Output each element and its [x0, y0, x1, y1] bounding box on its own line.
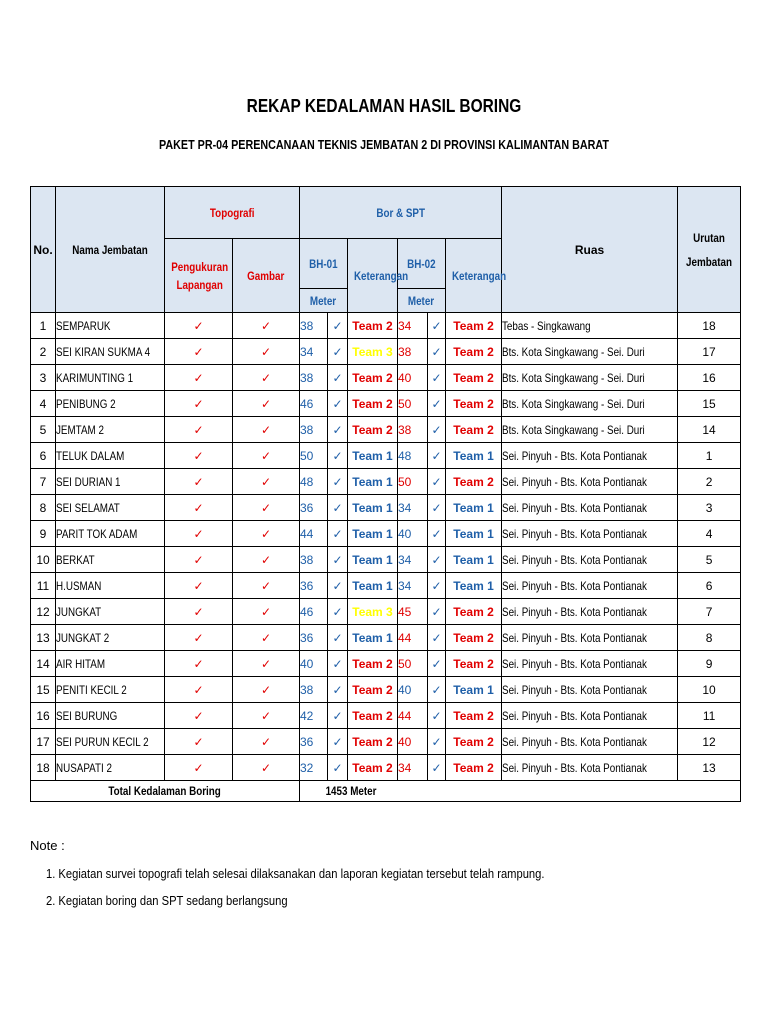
table-row — [31, 339, 741, 365]
cell-keterangan-1: Team 1 — [348, 573, 398, 599]
header-keterangan-1: Keterangan — [348, 239, 398, 313]
check-icon: ✓ — [428, 677, 446, 703]
cell-keterangan-2: Team 1 — [446, 443, 502, 469]
check-icon: ✓ — [328, 417, 348, 443]
cell-nama: H.USMAN — [56, 573, 165, 599]
cell-bh02-meter: 34 — [398, 313, 428, 339]
total-label: Total Kedalaman Boring — [31, 781, 300, 802]
check-icon: ✓ — [328, 521, 348, 547]
cell-nama: PENITI KECIL 2 — [56, 677, 165, 703]
cell-bh02-meter: 38 — [398, 339, 428, 365]
check-icon: ✓ — [233, 703, 300, 729]
table-row — [31, 313, 741, 339]
cell-urutan: 1 — [678, 443, 741, 469]
cell-no: 4 — [31, 391, 56, 417]
cell-bh02-meter: 34 — [398, 547, 428, 573]
cell-nama: SEI DURIAN 1 — [56, 469, 165, 495]
table-row — [31, 469, 741, 495]
header-keterangan-2: Keterangan — [446, 239, 502, 313]
cell-no: 15 — [31, 677, 56, 703]
cell-bh02-meter: 50 — [398, 651, 428, 677]
cell-bh01-meter: 32 — [300, 755, 328, 781]
cell-urutan: 10 — [678, 677, 741, 703]
cell-bh01-meter: 46 — [300, 599, 328, 625]
check-icon: ✓ — [428, 651, 446, 677]
cell-keterangan-2: Team 2 — [446, 365, 502, 391]
note-item-1: 1. Kegiatan survei topografi telah selesai dilaksanakan dan laporan kegiatan tersebut telah rampung. — [46, 866, 545, 881]
cell-urutan: 15 — [678, 391, 741, 417]
cell-keterangan-2: Team 1 — [446, 677, 502, 703]
cell-keterangan-1: Team 2 — [348, 651, 398, 677]
check-icon: ✓ — [428, 547, 446, 573]
cell-bh02-meter: 40 — [398, 365, 428, 391]
cell-ruas: Sei. Pinyuh - Bts. Kota Pontianak — [502, 469, 678, 495]
header-pengukuran: Pengukuran Lapangan — [165, 239, 233, 313]
cell-bh02-meter: 44 — [398, 625, 428, 651]
cell-keterangan-1: Team 1 — [348, 625, 398, 651]
cell-bh02-meter: 40 — [398, 677, 428, 703]
cell-ruas: Sei. Pinyuh - Bts. Kota Pontianak — [502, 547, 678, 573]
cell-bh01-meter: 36 — [300, 573, 328, 599]
table-body — [31, 313, 741, 781]
check-icon: ✓ — [233, 365, 300, 391]
cell-keterangan-2: Team 2 — [446, 391, 502, 417]
check-icon: ✓ — [328, 599, 348, 625]
check-icon: ✓ — [165, 703, 233, 729]
check-icon: ✓ — [328, 443, 348, 469]
cell-nama: TELUK DALAM — [56, 443, 165, 469]
table-row — [31, 755, 741, 781]
cell-nama: KARIMUNTING 1 — [56, 365, 165, 391]
check-icon: ✓ — [165, 365, 233, 391]
cell-bh01-meter: 46 — [300, 391, 328, 417]
check-icon: ✓ — [428, 417, 446, 443]
table-row — [31, 547, 741, 573]
check-icon: ✓ — [428, 521, 446, 547]
check-icon: ✓ — [233, 651, 300, 677]
cell-bh02-meter: 34 — [398, 495, 428, 521]
check-icon: ✓ — [328, 547, 348, 573]
cell-keterangan-1: Team 2 — [348, 313, 398, 339]
cell-bh02-meter: 40 — [398, 729, 428, 755]
header-meter-2: Meter — [398, 289, 446, 313]
cell-urutan: 2 — [678, 469, 741, 495]
cell-keterangan-1: Team 3 — [348, 599, 398, 625]
check-icon: ✓ — [428, 599, 446, 625]
rekap-table — [30, 186, 741, 802]
cell-keterangan-1: Team 2 — [348, 677, 398, 703]
cell-bh01-meter: 36 — [300, 625, 328, 651]
cell-bh01-meter: 36 — [300, 495, 328, 521]
check-icon: ✓ — [328, 339, 348, 365]
header-no: No. — [31, 187, 56, 313]
cell-bh02-meter: 38 — [398, 417, 428, 443]
cell-no: 7 — [31, 469, 56, 495]
check-icon: ✓ — [428, 703, 446, 729]
table-header — [31, 187, 741, 313]
cell-urutan: 18 — [678, 313, 741, 339]
cell-no: 3 — [31, 365, 56, 391]
check-icon: ✓ — [428, 313, 446, 339]
page-title: REKAP KEDALAMAN HASIL BORING — [246, 96, 522, 116]
cell-keterangan-2: Team 1 — [446, 495, 502, 521]
cell-no: 6 — [31, 443, 56, 469]
check-icon: ✓ — [233, 495, 300, 521]
cell-keterangan-1: Team 1 — [348, 521, 398, 547]
cell-bh01-meter: 38 — [300, 417, 328, 443]
cell-ruas: Sei. Pinyuh - Bts. Kota Pontianak — [502, 755, 678, 781]
header-nama-jembatan: Nama Jembatan — [56, 187, 165, 313]
cell-bh02-meter: 40 — [398, 521, 428, 547]
cell-bh02-meter: 34 — [398, 573, 428, 599]
note-title: Note : — [30, 838, 65, 853]
check-icon: ✓ — [328, 677, 348, 703]
check-icon: ✓ — [428, 755, 446, 781]
cell-bh02-meter: 44 — [398, 703, 428, 729]
check-icon: ✓ — [328, 573, 348, 599]
cell-urutan: 3 — [678, 495, 741, 521]
check-icon: ✓ — [328, 313, 348, 339]
cell-no: 11 — [31, 573, 56, 599]
cell-ruas: Sei. Pinyuh - Bts. Kota Pontianak — [502, 495, 678, 521]
check-icon: ✓ — [428, 729, 446, 755]
table-row — [31, 625, 741, 651]
check-icon: ✓ — [165, 625, 233, 651]
check-icon: ✓ — [165, 339, 233, 365]
cell-bh01-meter: 38 — [300, 365, 328, 391]
cell-bh01-meter: 44 — [300, 521, 328, 547]
check-icon: ✓ — [428, 365, 446, 391]
table-row — [31, 521, 741, 547]
cell-keterangan-2: Team 1 — [446, 521, 502, 547]
check-icon: ✓ — [165, 313, 233, 339]
cell-nama: AIR HITAM — [56, 651, 165, 677]
cell-keterangan-2: Team 2 — [446, 651, 502, 677]
cell-ruas: Sei. Pinyuh - Bts. Kota Pontianak — [502, 625, 678, 651]
table-row — [31, 599, 741, 625]
cell-ruas: Tebas - Singkawang — [502, 313, 678, 339]
check-icon: ✓ — [233, 469, 300, 495]
check-icon: ✓ — [328, 729, 348, 755]
cell-ruas: Sei. Pinyuh - Bts. Kota Pontianak — [502, 729, 678, 755]
cell-no: 8 — [31, 495, 56, 521]
check-icon: ✓ — [328, 469, 348, 495]
cell-no: 18 — [31, 755, 56, 781]
cell-nama: SEMPARUK — [56, 313, 165, 339]
cell-nama: BERKAT — [56, 547, 165, 573]
check-icon: ✓ — [165, 755, 233, 781]
cell-urutan: 6 — [678, 573, 741, 599]
check-icon: ✓ — [165, 677, 233, 703]
check-icon: ✓ — [428, 573, 446, 599]
cell-keterangan-2: Team 2 — [446, 755, 502, 781]
cell-urutan: 11 — [678, 703, 741, 729]
cell-urutan: 12 — [678, 729, 741, 755]
table-row — [31, 443, 741, 469]
total-value: 1453 Meter — [300, 781, 741, 802]
check-icon: ✓ — [233, 521, 300, 547]
check-icon: ✓ — [233, 625, 300, 651]
cell-keterangan-1: Team 3 — [348, 339, 398, 365]
cell-bh01-meter: 50 — [300, 443, 328, 469]
check-icon: ✓ — [165, 469, 233, 495]
check-icon: ✓ — [233, 417, 300, 443]
cell-keterangan-2: Team 2 — [446, 313, 502, 339]
cell-bh01-meter: 34 — [300, 339, 328, 365]
cell-bh01-meter: 38 — [300, 313, 328, 339]
cell-keterangan-1: Team 2 — [348, 729, 398, 755]
cell-urutan: 13 — [678, 755, 741, 781]
check-icon: ✓ — [165, 417, 233, 443]
cell-keterangan-2: Team 2 — [446, 703, 502, 729]
cell-keterangan-1: Team 1 — [348, 469, 398, 495]
cell-keterangan-1: Team 1 — [348, 495, 398, 521]
cell-urutan: 7 — [678, 599, 741, 625]
cell-bh01-meter: 42 — [300, 703, 328, 729]
cell-ruas: Sei. Pinyuh - Bts. Kota Pontianak — [502, 703, 678, 729]
check-icon: ✓ — [233, 313, 300, 339]
cell-bh01-meter: 38 — [300, 547, 328, 573]
header-bor-spt: Bor & SPT — [300, 187, 502, 239]
cell-no: 13 — [31, 625, 56, 651]
cell-nama: PARIT TOK ADAM — [56, 521, 165, 547]
cell-bh02-meter: 50 — [398, 391, 428, 417]
cell-keterangan-2: Team 2 — [446, 339, 502, 365]
cell-keterangan-2: Team 1 — [446, 573, 502, 599]
table-row — [31, 495, 741, 521]
table-row — [31, 703, 741, 729]
cell-bh01-meter: 38 — [300, 677, 328, 703]
table-row — [31, 677, 741, 703]
cell-nama: JUNGKAT 2 — [56, 625, 165, 651]
header-topografi: Topografi — [165, 187, 300, 239]
check-icon: ✓ — [233, 729, 300, 755]
check-icon: ✓ — [428, 391, 446, 417]
check-icon: ✓ — [428, 339, 446, 365]
cell-no: 16 — [31, 703, 56, 729]
check-icon: ✓ — [233, 573, 300, 599]
check-icon: ✓ — [165, 391, 233, 417]
check-icon: ✓ — [165, 729, 233, 755]
cell-bh02-meter: 50 — [398, 469, 428, 495]
cell-keterangan-1: Team 1 — [348, 443, 398, 469]
check-icon: ✓ — [233, 391, 300, 417]
cell-urutan: 16 — [678, 365, 741, 391]
check-icon: ✓ — [165, 599, 233, 625]
cell-keterangan-2: Team 1 — [446, 547, 502, 573]
cell-ruas: Bts. Kota Singkawang - Sei. Duri — [502, 339, 678, 365]
check-icon: ✓ — [328, 391, 348, 417]
cell-no: 14 — [31, 651, 56, 677]
cell-keterangan-1: Team 1 — [348, 547, 398, 573]
cell-ruas: Bts. Kota Singkawang - Sei. Duri — [502, 365, 678, 391]
check-icon: ✓ — [165, 547, 233, 573]
cell-keterangan-2: Team 2 — [446, 469, 502, 495]
cell-no: 10 — [31, 547, 56, 573]
note-item-2: 2. Kegiatan boring dan SPT sedang berlangsung — [46, 893, 288, 908]
check-icon: ✓ — [328, 755, 348, 781]
cell-ruas: Bts. Kota Singkawang - Sei. Duri — [502, 417, 678, 443]
cell-bh02-meter: 45 — [398, 599, 428, 625]
table-row — [31, 573, 741, 599]
cell-bh02-meter: 34 — [398, 755, 428, 781]
check-icon: ✓ — [428, 443, 446, 469]
cell-ruas: Sei. Pinyuh - Bts. Kota Pontianak — [502, 521, 678, 547]
check-icon: ✓ — [233, 547, 300, 573]
cell-keterangan-1: Team 2 — [348, 391, 398, 417]
cell-ruas: Bts. Kota Singkawang - Sei. Duri — [502, 391, 678, 417]
check-icon: ✓ — [233, 599, 300, 625]
cell-bh01-meter: 40 — [300, 651, 328, 677]
cell-no: 2 — [31, 339, 56, 365]
table-row — [31, 729, 741, 755]
cell-no: 5 — [31, 417, 56, 443]
check-icon: ✓ — [328, 651, 348, 677]
page-subtitle: PAKET PR-04 PERENCANAAN TEKNIS JEMBATAN 2 DI PROVINSI KALIMANTAN BARAT — [159, 138, 609, 152]
cell-no: 17 — [31, 729, 56, 755]
header-gambar: Gambar — [233, 239, 300, 313]
cell-keterangan-1: Team 2 — [348, 755, 398, 781]
check-icon: ✓ — [233, 755, 300, 781]
table-row — [31, 417, 741, 443]
cell-nama: NUSAPATI 2 — [56, 755, 165, 781]
cell-keterangan-2: Team 2 — [446, 625, 502, 651]
check-icon: ✓ — [165, 443, 233, 469]
check-icon: ✓ — [233, 443, 300, 469]
cell-ruas: Sei. Pinyuh - Bts. Kota Pontianak — [502, 599, 678, 625]
cell-urutan: 5 — [678, 547, 741, 573]
check-icon: ✓ — [233, 339, 300, 365]
cell-keterangan-2: Team 2 — [446, 729, 502, 755]
cell-nama: SEI SELAMAT — [56, 495, 165, 521]
cell-keterangan-1: Team 2 — [348, 703, 398, 729]
check-icon: ✓ — [328, 703, 348, 729]
check-icon: ✓ — [328, 625, 348, 651]
cell-nama: SEI PURUN KECIL 2 — [56, 729, 165, 755]
header-meter-1: Meter — [300, 289, 348, 313]
cell-no: 1 — [31, 313, 56, 339]
table-row — [31, 651, 741, 677]
table-row — [31, 391, 741, 417]
check-icon: ✓ — [428, 625, 446, 651]
check-icon: ✓ — [165, 651, 233, 677]
cell-nama: PENIBUNG 2 — [56, 391, 165, 417]
cell-ruas: Sei. Pinyuh - Bts. Kota Pontianak — [502, 677, 678, 703]
cell-keterangan-2: Team 2 — [446, 417, 502, 443]
table-row — [31, 365, 741, 391]
check-icon: ✓ — [328, 365, 348, 391]
cell-urutan: 17 — [678, 339, 741, 365]
cell-bh02-meter: 48 — [398, 443, 428, 469]
check-icon: ✓ — [165, 495, 233, 521]
check-icon: ✓ — [165, 521, 233, 547]
check-icon: ✓ — [165, 573, 233, 599]
cell-ruas: Sei. Pinyuh - Bts. Kota Pontianak — [502, 573, 678, 599]
cell-no: 9 — [31, 521, 56, 547]
total-row — [31, 781, 741, 802]
header-bh01: BH-01 — [300, 239, 348, 289]
header-urutan: Urutan Jembatan — [678, 187, 741, 313]
cell-ruas: Sei. Pinyuh - Bts. Kota Pontianak — [502, 443, 678, 469]
cell-bh01-meter: 36 — [300, 729, 328, 755]
cell-urutan: 4 — [678, 521, 741, 547]
header-bh02: BH-02 — [398, 239, 446, 289]
cell-nama: SEI BURUNG — [56, 703, 165, 729]
check-icon: ✓ — [328, 495, 348, 521]
cell-urutan: 9 — [678, 651, 741, 677]
cell-keterangan-1: Team 2 — [348, 365, 398, 391]
cell-ruas: Sei. Pinyuh - Bts. Kota Pontianak — [502, 651, 678, 677]
cell-keterangan-2: Team 2 — [446, 599, 502, 625]
cell-bh01-meter: 48 — [300, 469, 328, 495]
check-icon: ✓ — [233, 677, 300, 703]
cell-urutan: 8 — [678, 625, 741, 651]
cell-urutan: 14 — [678, 417, 741, 443]
check-icon: ✓ — [428, 469, 446, 495]
cell-nama: JEMTAM 2 — [56, 417, 165, 443]
cell-no: 12 — [31, 599, 56, 625]
cell-nama: SEI KIRAN SUKMA 4 — [56, 339, 165, 365]
cell-keterangan-1: Team 2 — [348, 417, 398, 443]
header-ruas: Ruas — [502, 187, 678, 313]
check-icon: ✓ — [428, 495, 446, 521]
cell-nama: JUNGKAT — [56, 599, 165, 625]
